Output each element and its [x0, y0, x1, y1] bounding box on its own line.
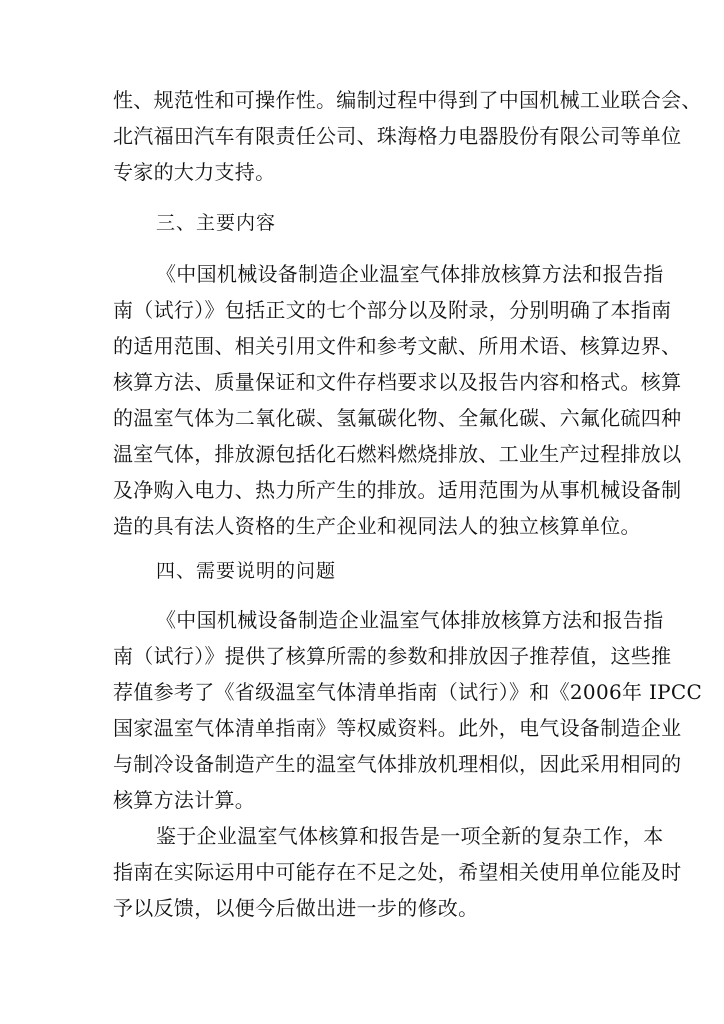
section-4-p1-line-3: 荐值参考了《省级温室气体清单指南（试行）》和《2006年 IPCC — [113, 680, 703, 704]
section-3-line-2: 南（试行）》包括正文的七个部分以及附录，分别明确了本指南 — [113, 298, 672, 322]
section-3-line-7: 及净购入电力、热力所产生的排放。适用范围为从事机械设备制 — [113, 478, 682, 502]
section-3-line-3: 的适用范围、相关引用文件和参考文献、所用术语、核算边界、 — [113, 334, 682, 358]
section-4-p1-line-4: 国家温室气体清单指南》等权威资料。此外，电气设备制造企业 — [113, 716, 682, 740]
section-4-p1-line-1: 《中国机械设备制造企业温室气体排放核算方法和报告指 — [156, 608, 664, 632]
section-4-p1-line-5: 与制冷设备制造产生的温室气体排放机理相似，因此采用相同的 — [113, 752, 682, 776]
section-4-p2-line-2: 指南在实际运用中可能存在不足之处，希望相关使用单位能及时 — [113, 860, 682, 884]
section-3-line-4: 核算方法、质量保证和文件存档要求以及报告内容和格式。核算 — [113, 370, 682, 394]
section-3-line-6: 温室气体，排放源包括化石燃料燃烧排放、工业生产过程排放以 — [113, 442, 682, 466]
section-3-heading: 三、主要内容 — [156, 212, 277, 234]
section-4-heading: 四、需要说明的问题 — [156, 560, 337, 582]
intro-line-1: 性、规范性和可操作性。编制过程中得到了中国机械工业联合会、 — [113, 88, 702, 112]
section-3-line-1: 《中国机械设备制造企业温室气体排放核算方法和报告指 — [156, 262, 664, 286]
intro-line-2: 北汽福田汽车有限责任公司、珠海格力电器股份有限公司等单位 — [113, 124, 682, 148]
intro-line-3: 专家的大力支持。 — [113, 160, 276, 184]
section-4-p2-line-1: 鉴于企业温室气体核算和报告是一项全新的复杂工作，本 — [156, 824, 664, 848]
section-4-p1-line-6: 核算方法计算。 — [113, 788, 256, 812]
section-3-line-5: 的温室气体为二氧化碳、氢氟碳化物、全氟化碳、六氟化硫四种 — [113, 406, 682, 430]
section-4-p1-line-2: 南（试行）》提供了核算所需的参数和排放因子推荐值，这些推 — [113, 644, 672, 668]
section-4-p2-line-3: 予以反馈，以便今后做出进一步的修改。 — [113, 896, 479, 920]
section-3-line-8: 造的具有法人资格的生产企业和视同法人的独立核算单位。 — [113, 514, 641, 538]
